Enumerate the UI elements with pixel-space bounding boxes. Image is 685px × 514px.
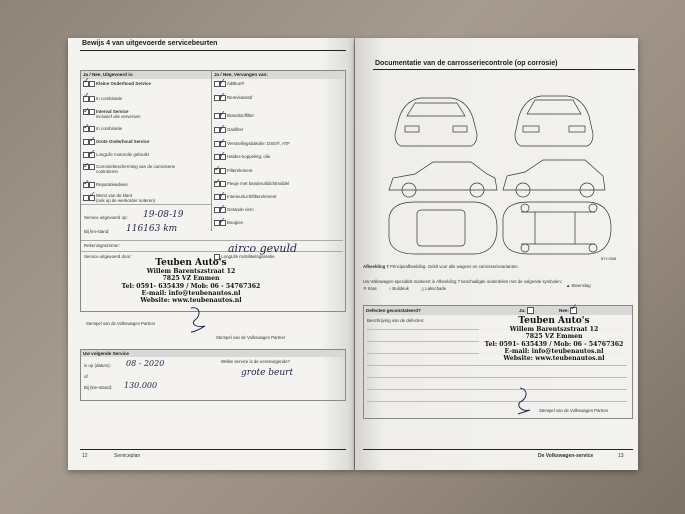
tick-mark: ✓	[219, 77, 226, 86]
tick-mark: ✓	[219, 190, 226, 199]
stamp-city: 7825 VZ Emmen	[525, 333, 583, 341]
item-label: Getande riem	[227, 207, 254, 212]
which-service-label: Welke service is de eerstvolgende?	[221, 359, 290, 364]
partner-stamp-label: Stempel van de Volkswagen Partner	[539, 408, 609, 413]
tick-mark: ✓	[214, 177, 221, 186]
tick-mark: ✓	[89, 190, 96, 199]
footer-section: Serviceplan	[114, 453, 141, 459]
tick-mark: ✓	[219, 216, 226, 225]
checkbox-no[interactable]	[89, 182, 95, 188]
next-service-box	[80, 349, 346, 401]
writing-line	[367, 401, 627, 402]
page-title: Bewijs 4 van uitgevoerde servicebeurten	[82, 40, 218, 47]
stone-chip-symbol: ▲	[566, 283, 571, 288]
date-label: Service uitgevoerd op:	[84, 215, 128, 220]
checkbox-no[interactable]	[89, 109, 95, 115]
tick-mark: ✓	[219, 137, 226, 146]
dealer-stamp	[479, 316, 629, 362]
tick-mark: ✓	[83, 122, 90, 131]
tick-mark: ✓	[219, 109, 226, 118]
stamp-phone: Tel: 0591- 635439 / Mob: 06 - 54767362	[484, 340, 624, 348]
defects-label: Defecten geconstateerd?	[366, 308, 421, 313]
next-date-value: 08 - 2020	[126, 359, 165, 368]
yes-option	[519, 306, 534, 315]
tick-mark: ✓	[219, 91, 226, 100]
invoice-label: Rekeningnummer:	[84, 243, 120, 248]
item-label: In combinatie	[96, 126, 123, 131]
item-sublabel: controleren	[96, 169, 118, 174]
legend-label: Steenslag	[571, 283, 591, 288]
stamp-name: Teuben Auto's	[518, 316, 590, 326]
item-label: Fleuje met bandenafdichtmiddel	[227, 181, 290, 186]
signature	[187, 306, 211, 334]
tick-mark: ✓	[219, 203, 226, 212]
instructions: Uw Volkswagen-specialist markeert in Afbeelding 7 beschadigde onderdelen met de volgende symbolen:	[363, 279, 562, 284]
performed-by-label: Service uitgevoerd door:	[84, 254, 132, 259]
tick-mark: ✓	[214, 164, 221, 173]
column-divider	[211, 71, 212, 231]
or-label: of	[84, 374, 88, 379]
checkbox-no[interactable]	[89, 81, 95, 87]
checkbox-no[interactable]	[89, 164, 95, 170]
item-label: Wens van de klant	[96, 193, 133, 198]
checkbox-yes[interactable]	[527, 307, 534, 314]
item-label: Gasfilter	[227, 127, 244, 132]
tick-mark: ✓	[89, 148, 96, 157]
km-value: 116163 km	[126, 224, 178, 234]
signature	[514, 386, 536, 416]
tick-mark: ✓	[83, 161, 90, 170]
defects-header	[364, 303, 632, 315]
image-code: B7Y-0368	[601, 257, 617, 261]
item-label: Brandstoffilter	[227, 113, 255, 118]
header-performed: Ja / Nee, Uitgevoerd is:	[81, 71, 211, 79]
legend	[363, 283, 633, 292]
tick-mark: ✓	[83, 178, 90, 187]
title-rule	[373, 69, 635, 70]
writing-line	[367, 377, 627, 378]
item-sublabel: inclusief olie verversen	[96, 114, 141, 119]
next-km-value: 130.000	[124, 381, 158, 390]
stamp-phone: Tel: 0591- 635439 / Mob: 06 - 54767362	[121, 282, 261, 290]
page-number: 13	[618, 453, 624, 459]
tick-mark: ✓	[83, 76, 90, 85]
caption-text: Principeafbeelding. Geldt voor alle wagens en carrosserievarianten.	[390, 264, 519, 269]
legend-label: Lakschade	[425, 286, 447, 291]
checkbox-no[interactable]	[89, 96, 95, 102]
dent-symbol: ○	[388, 286, 392, 291]
item-label: Haldex-koppeling: olie	[227, 154, 271, 159]
tick-mark: ✓	[89, 135, 96, 144]
legend-label: Kras	[367, 286, 377, 291]
car-diagram	[375, 78, 630, 258]
footer-rule	[363, 449, 633, 450]
partner-stamp-label: Stempel van de Volkswagen Partner	[86, 321, 156, 326]
item-label: Filterelement	[227, 168, 253, 173]
item-label: In combinatie	[96, 96, 123, 101]
divider	[81, 240, 343, 241]
dealer-stamp	[121, 258, 261, 304]
stamp-email: E-mail: info@teubenautos.nl	[504, 347, 604, 355]
description-label: Beschrijving van de defecten:	[367, 318, 425, 323]
footer-rule	[80, 449, 346, 450]
longlife-text: LongLife mobiliteitsgarantie	[221, 254, 275, 260]
checkbox-no[interactable]	[220, 181, 226, 187]
divider	[81, 204, 211, 205]
item-label: AdBlue®	[227, 81, 245, 86]
which-service-value: grote beurt	[241, 368, 294, 378]
item-label: Versnellingsbakolie: DSG®, ATF	[227, 141, 290, 146]
stamp-email: E-mail: info@teubenautos.nl	[141, 289, 241, 297]
item-label: Interieurluchtfilterelement	[227, 194, 277, 199]
next-service-header: Uw volgende Service	[81, 350, 345, 357]
item-label: LongLife motorolie gebruikt	[96, 152, 149, 157]
item-label: Grote Onderhoud Service	[96, 139, 150, 144]
stamp-website: Website: www.teubenautos.nl	[140, 296, 242, 304]
left-page	[68, 38, 354, 470]
next-km-label: Bij (km-stand):	[84, 385, 113, 390]
partner-stamp-label-right: Stempel van de Volkswagen Partner	[216, 335, 286, 340]
item-sublabel: (ook op de werkorder noteren)	[96, 198, 156, 203]
yes-label: Ja:	[519, 308, 526, 313]
caption-label: Afbeelding 7	[363, 264, 389, 269]
legend-label: Buildeuk	[392, 286, 409, 291]
checkbox-no[interactable]	[220, 168, 226, 174]
tick-mark: ✓	[219, 123, 226, 132]
item-label: Reparatieadvies	[96, 182, 128, 187]
stamp-name: Teuben Auto's	[155, 258, 227, 268]
stamp-city: 7825 VZ Emmen	[162, 275, 220, 283]
writing-line	[367, 365, 627, 366]
divider	[81, 251, 343, 252]
stamp-street: Willem Barentszstraat 12	[509, 326, 599, 334]
right-page	[355, 38, 638, 470]
title-rule	[80, 50, 346, 51]
stone-chip-item	[566, 283, 591, 288]
item-label: Corrosiebescherming van de carrosserie	[96, 164, 176, 169]
stamp-website: Website: www.teubenautos.nl	[503, 354, 605, 362]
item-label: Interval Service	[96, 109, 129, 114]
tick-mark: ✓	[83, 91, 90, 100]
checkbox-no[interactable]	[89, 126, 95, 132]
km-label: Bij km-stand:	[84, 229, 110, 234]
header-replaced: Ja / Nee, Vervangen van:	[212, 71, 344, 79]
service-date-value: 19-08-19	[143, 210, 184, 220]
item-label: Remvloeistof	[227, 95, 253, 100]
stamp-street: Willem Barentszstraat 12	[146, 268, 236, 276]
writing-line	[367, 389, 627, 390]
tick-mark: ✓	[219, 150, 226, 159]
tick-mark: ✓	[570, 303, 578, 313]
figure-caption	[363, 264, 633, 269]
next-date-label: is op (datum):	[84, 363, 111, 368]
tick-mark: ✓	[83, 106, 90, 115]
no-label: Nee:	[559, 308, 569, 313]
page-title: Documentatie van de carrosseriecontrole (op corrosie)	[375, 60, 558, 67]
service-table	[80, 70, 346, 312]
page-number: 12	[82, 453, 88, 459]
handwritten-note: airco gevuld	[228, 242, 298, 255]
paint-damage-symbol: △	[420, 286, 425, 291]
defects-box	[363, 305, 633, 419]
item-label: Bougies	[227, 220, 243, 225]
service-booklet	[68, 38, 638, 470]
footer-section: De Volkswagen-service	[538, 453, 594, 459]
scratch-symbol: ✕	[363, 286, 367, 291]
item-label: Kleine Onderhoud Service	[96, 81, 151, 86]
